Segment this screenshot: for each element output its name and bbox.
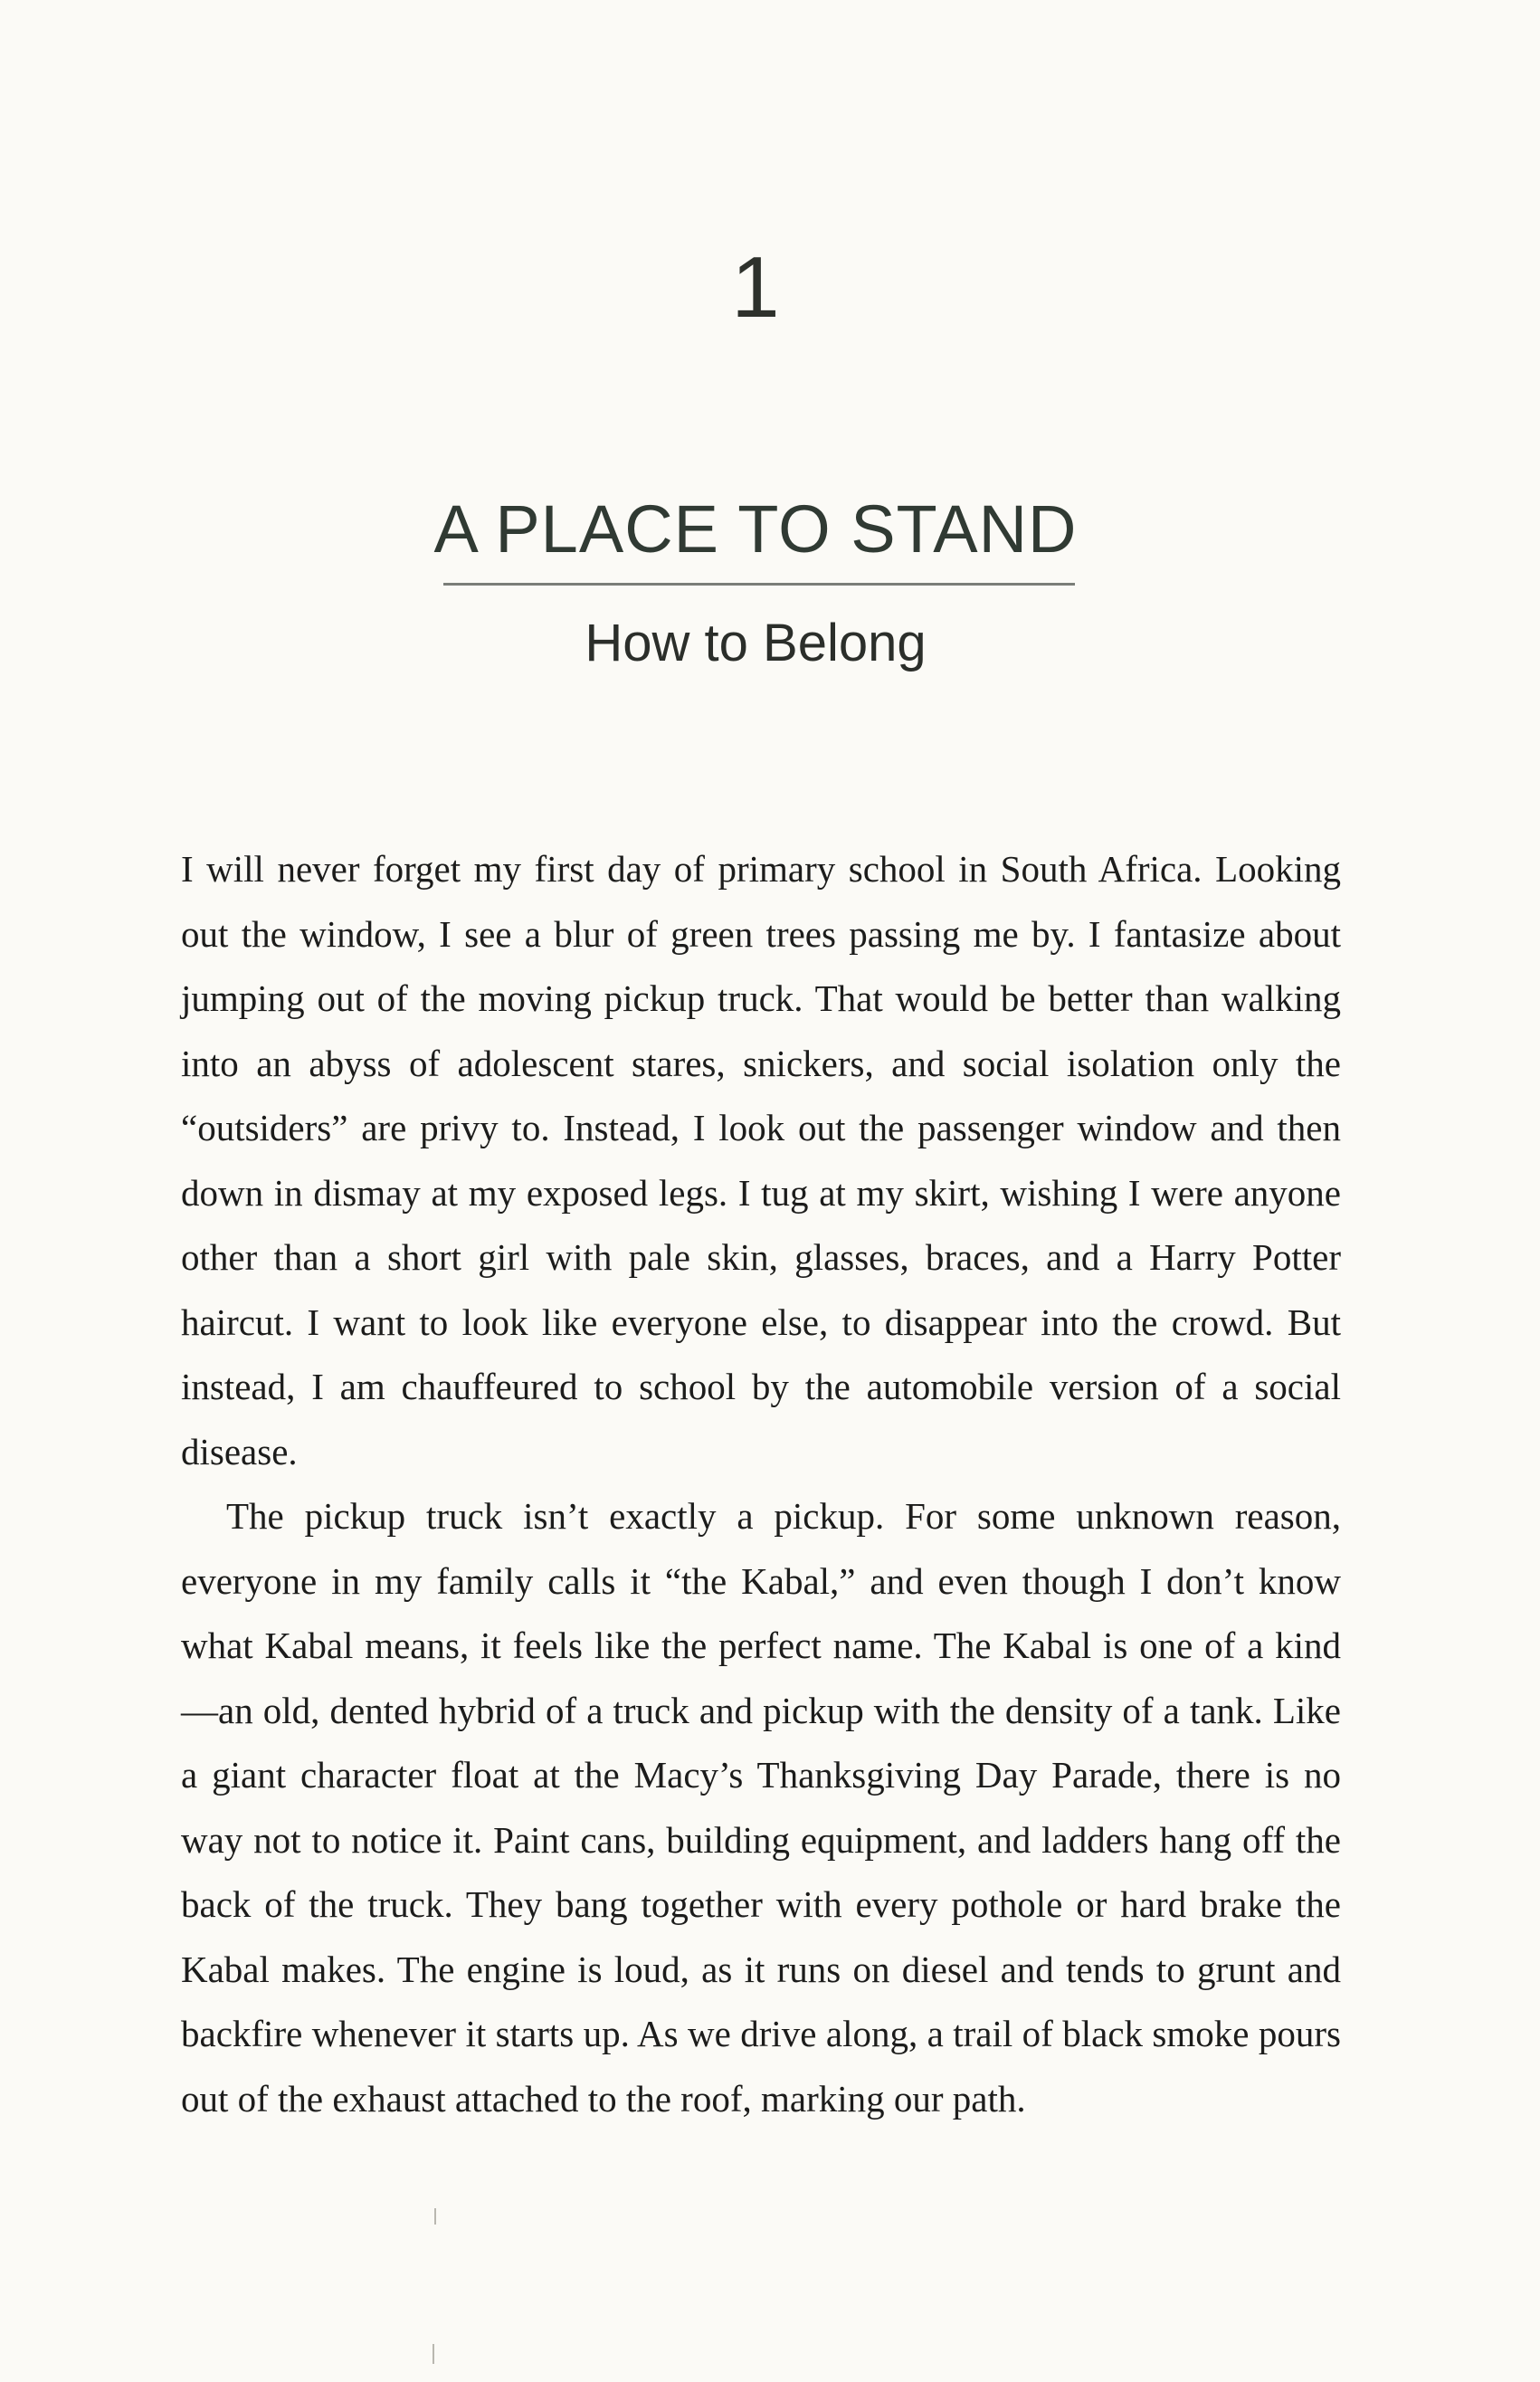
chapter-number: 1 [731,239,780,336]
title-divider [443,583,1075,586]
paragraph: The pickup truck isn’t exactly a pickup. For some unknown reason, everyone in my family calls it “the Kabal,” and even though I don’t know what Kabal means, it feels like the perfect name. The Kabal is one of a kind—an old, dented hybrid of a truck and pickup with the density of a tank. Like a giant character float at the Macy’s Thanksgiving Day Parade, there is no way not to notice it. Paint cans, building equipment, and ladders hang off the back of the truck. They bang together with every pothole or hard brake the Kabal makes. The engine is loud, as it runs on diesel and tends to grunt and backfire whenever it starts up. As we drive along, a trail of black smoke pours out of the exhaust attached to the roof, marking our path. [181,1495,1341,2120]
scan-mark [434,2208,436,2225]
paragraph: I will never forget my first day of primary school in South Africa. Looking out the window, I see a blur of green trees passing me by. I fantasize about jumping out of the moving pickup truck. That would be better than walking into an abyss of adolescent stares, snickers, and social isolation only the “outsiders” are privy to. Instead, I look out the passenger window and then down in dismay at my exposed legs. I tug at my skirt, wishing I were anyone other than a short girl with pale skin, glasses, braces, and a Harry Potter haircut. I want to look like everyone else, to disappear into the crowd. But instead, I am chauffeured to school by the automobile version of a social disease. [181,848,1341,1472]
chapter-title: A PLACE TO STAND [433,491,1078,567]
chapter-subtitle: How to Belong [585,614,927,672]
scan-mark [433,2344,434,2364]
chapter-body [181,837,1341,2131]
